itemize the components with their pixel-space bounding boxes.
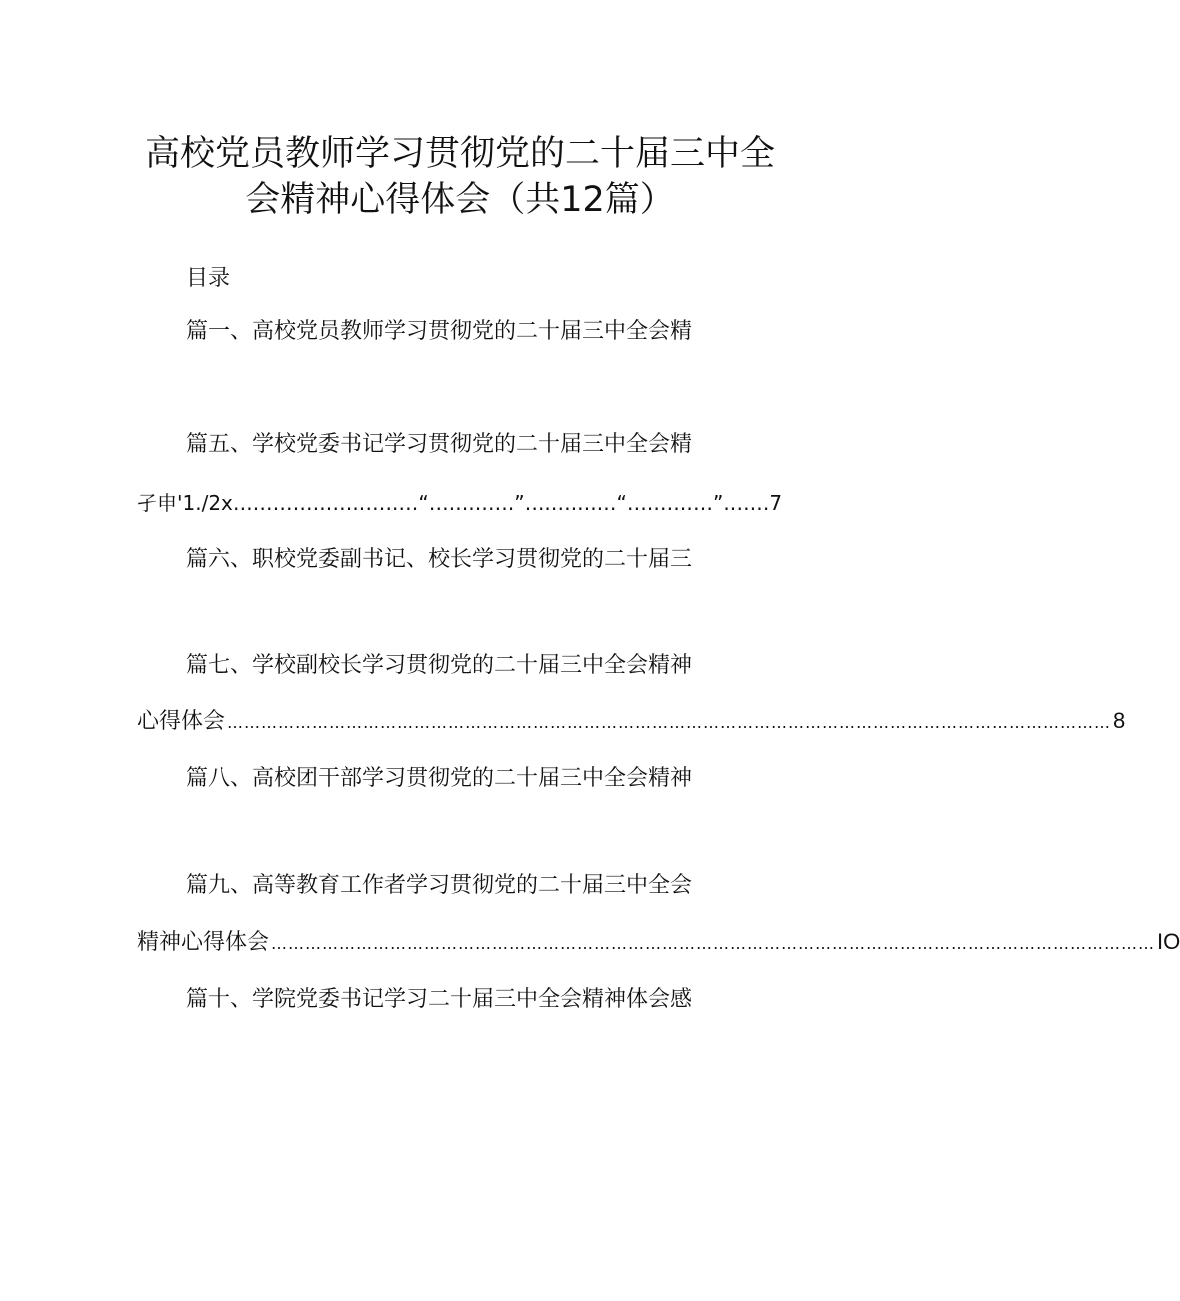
toc-entry-5[interactable]: 篇五、学校党委书记学习贯彻党的二十届三中全会精 [186,432,693,457]
toc-entry-9-continuation [137,927,1180,959]
toc-entry-9-page: IO [1157,929,1180,954]
toc-entry-1[interactable]: 篇一、高校党员教师学习贯彻党的二十届三中全会精 [186,319,693,344]
dot-leader: ………………………………………………………………………………………………………………………………………… [227,713,1112,732]
toc-entry-10[interactable]: 篇十、学院党委书记学习二十届三中全会精神体会感 [186,987,693,1012]
toc-entry-7-page: 8 [1113,708,1126,733]
toc-entry-6[interactable]: 篇六、职校党委副书记、校长学习贯彻党的二十届三 [186,547,693,572]
document-title-line-1: 高校党员教师学习贯彻党的二十届三中全 [144,134,775,174]
toc-entry-9-text: 精神心得体会 [137,930,270,955]
toc-entry-5-continuation: 孑申'1./2x‥.……․….․….․…․.…“….․.․.․….”‥..….․.․.‥“….․….․…”.․‥.‥7 [137,491,783,515]
toc-entry-7-text: 心得体会 [137,709,226,734]
toc-entry-7[interactable]: 篇七、学校副校长学习贯彻党的二十届三中全会精神 [186,653,693,678]
toc-heading: 目录 [186,266,231,291]
toc-entry-9[interactable]: 篇九、高等教育工作者学习贯彻党的二十届三中全会 [186,873,693,898]
dot-leader: ………………………………………………………………………………………………………………………………………… [271,934,1156,953]
toc-entry-8[interactable]: 篇八、高校团干部学习贯彻党的二十届三中全会精神 [186,766,693,791]
toc-entry-7-continuation [137,706,1126,738]
document-title-line-2: 会精神心得体会（共12篇） [245,180,675,220]
